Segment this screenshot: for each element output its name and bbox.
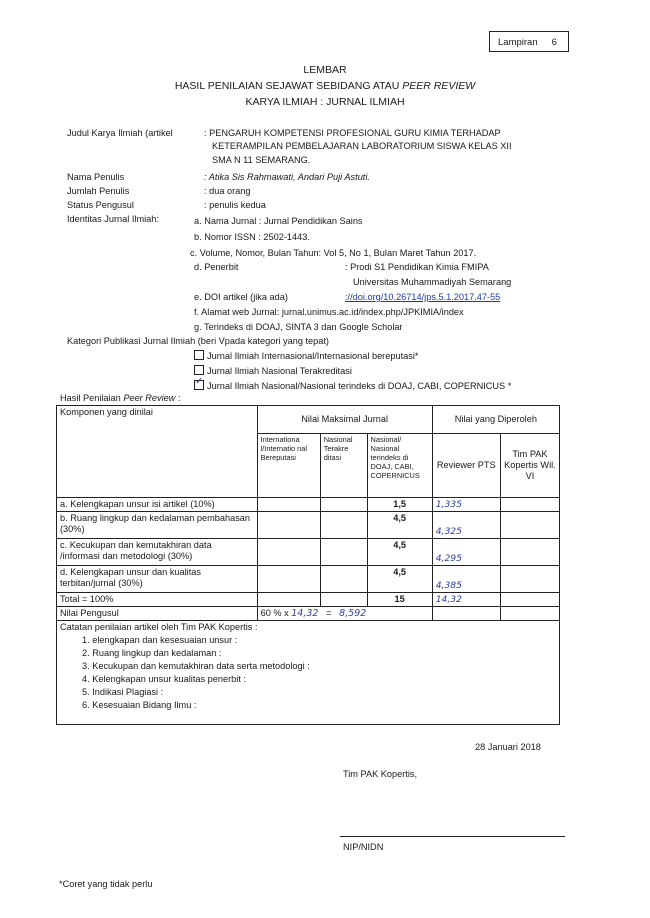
subheader-reviewer: Reviewer PTS xyxy=(432,434,500,498)
pengusul-eq: = xyxy=(326,608,332,618)
identitas-d-label: d. Penerbit xyxy=(194,262,239,272)
row-reviewer: 4,385 xyxy=(432,566,500,593)
pengusul-label: Nilai Pengusul xyxy=(57,607,258,621)
row-max: 4,5 xyxy=(367,566,432,593)
kategori-label: Kategori Publikasi Jurnal Ilmiah (beri Vpada kategori yang tepat) xyxy=(67,336,329,346)
identitas-d-value-1: : Prodi S1 Pendidikan Kimia FMIPA xyxy=(345,262,489,272)
lampiran-number: 6 xyxy=(551,37,557,48)
row-label: c. Kecukupan dan kemutakhiran data /informasi dan metodologi (30%) xyxy=(57,539,258,566)
catatan-item: 3. Kecukupan dan kemutakhiran data serta metodologi : xyxy=(82,661,310,671)
judul-value-3: SMA N 11 SEMARANG. xyxy=(212,155,311,165)
identitas-label: Identitas Jurnal Ilmiah: xyxy=(67,214,159,224)
pengusul-hand-2: 8,592 xyxy=(339,608,367,619)
lampiran-label: Lampiran xyxy=(498,37,538,48)
judul-label: Judul Karya Ilmiah (artikel xyxy=(67,128,173,138)
nilai-maks-header: Nilai Maksimal Jurnal xyxy=(257,406,432,434)
subheader-tim-pak: Tim PAK Kopertis Wil. VI xyxy=(500,434,559,498)
pengusul-calc xyxy=(257,607,432,621)
doi-link[interactable]: ://doi.org/10.26714/jps.5.1.2017.47-55 xyxy=(345,292,501,302)
nip-label: NIP/NIDN xyxy=(343,842,384,852)
penulis-value: : Atika Sis Rahmawati, Andari Puji Astuti. xyxy=(204,172,370,182)
kategori-option-1-text: Jurnal Ilmiah Internasional/Internasional bereputasi* xyxy=(207,351,419,361)
row-reviewer: 1,335 xyxy=(432,498,500,512)
pengusul-hand-1: 14,32 xyxy=(291,608,319,619)
kategori-option-2[interactable] xyxy=(194,365,352,376)
signature-line xyxy=(340,836,565,837)
catatan-item: 4. Kelengkapan unsur kualitas penerbit : xyxy=(82,674,246,684)
title-line-3: KARYA ILMIAH : JURNAL ILMIAH xyxy=(245,96,405,108)
komponen-header: Komponen yang dinilai xyxy=(57,406,258,498)
identitas-g: g. Terindeks di DOAJ, SINTA 3 dan Google Scholar xyxy=(194,322,403,332)
kategori-option-2-text: Jurnal Ilmiah Nasional Terakreditasi xyxy=(207,366,352,376)
catatan-item: 2. Ruang lingkup dan kedalaman : xyxy=(82,648,222,658)
lampiran-box xyxy=(489,31,569,52)
checkbox-icon[interactable] xyxy=(194,365,204,375)
status-value: : penulis kedua xyxy=(204,200,266,210)
title-line-1: LEMBAR xyxy=(303,64,347,76)
row-max: 4,5 xyxy=(367,512,432,539)
tim-pak: Tim PAK Kopertis, xyxy=(343,769,418,779)
row-reviewer: 4,325 xyxy=(432,512,500,539)
catatan-label: Catatan penilaian artikel oleh Tim PAK Kopertis : xyxy=(60,622,258,632)
footnote: *Coret yang tidak perlu xyxy=(59,879,153,889)
total-max: 15 xyxy=(367,593,432,607)
date: 28 Januari 2018 xyxy=(475,742,541,752)
kategori-option-3[interactable] xyxy=(194,380,511,391)
status-label: Status Pengusul xyxy=(67,200,134,210)
row-label: b. Ruang lingkup dan kedalaman pembahasan (30%) xyxy=(57,512,258,539)
jumlah-label: Jumlah Penulis xyxy=(67,186,130,196)
hasil-label: Hasil Penilaian Peer Review : xyxy=(60,393,181,403)
row-label: a. Kelengkapan unsur isi artikel (10%) xyxy=(57,498,258,512)
identitas-e-label: e. DOI artikel (jika ada) xyxy=(194,292,288,302)
kategori-option-3-text: Jurnal Ilmiah Nasional/Nasional terindeks di DOAJ, CABI, COPERNICUS * xyxy=(207,381,512,391)
subheader-nasional: Nasional/ Nasional terindeks di DOAJ, CABI, COPERNICUS xyxy=(367,434,432,498)
total-reviewer: 14,32 xyxy=(432,593,500,607)
catatan-item: 6. Kesesuaian Bidang Ilmu : xyxy=(82,700,197,710)
row-max: 1,5 xyxy=(367,498,432,512)
row-label: d. Kelengkapan unsur dan kualitas terbitan/jurnal (30%) xyxy=(57,566,258,593)
identitas-f: f. Alamat web Jurnal: jurnal.unimus.ac.id/index.php/JPKIMIA/index xyxy=(194,307,464,317)
judul-value-1: : PENGARUH KOMPETENSI PROFESIONAL GURU KIMIA TERHADAP xyxy=(204,128,501,138)
identitas-b: b. Nomor ISSN : 2502-1443. xyxy=(194,232,310,242)
total-label: Total = 100% xyxy=(57,593,258,607)
catatan-cell xyxy=(57,621,560,725)
identitas-a: a. Nama Jurnal : Jurnal Pendidikan Sains xyxy=(194,216,363,226)
review-table xyxy=(56,405,560,725)
jumlah-value: : dua orang xyxy=(204,186,251,196)
identitas-d-value-2: Universitas Muhammadiyah Semarang xyxy=(353,277,512,287)
row-reviewer: 4,295 xyxy=(432,539,500,566)
checkbox-icon[interactable] xyxy=(194,350,204,360)
identitas-c: c. Volume, Nomor, Bulan Tahun: Vol 5, No 1, Bulan Maret Tahun 2017. xyxy=(190,248,477,258)
subheader-internasional: Internationa l/Internatio nal Bereputasi xyxy=(257,434,320,498)
kategori-option-1[interactable] xyxy=(194,350,418,361)
pengusul-formula: 60 % x xyxy=(260,608,289,618)
catatan-item: 5. Indikasi Plagiasi : xyxy=(82,687,164,697)
judul-value-2: KETERAMPILAN PEMBELAJARAN LABORATORIUM SISWA KELAS XII xyxy=(212,141,512,151)
nilai-diperoleh-header: Nilai yang Diperoleh xyxy=(432,406,559,434)
penulis-label: Nama Penulis xyxy=(67,172,125,182)
subheader-terakreditasi: Nasional Terakre ditasi xyxy=(320,434,367,498)
row-max: 4,5 xyxy=(367,539,432,566)
title-line-2: HASIL PENILAIAN SEJAWAT SEBIDANG ATAU PEER REVIEW xyxy=(174,80,476,92)
checked-checkbox-icon[interactable] xyxy=(194,380,204,390)
catatan-item: 1. elengkapan dan kesesuaian unsur : xyxy=(82,635,238,645)
